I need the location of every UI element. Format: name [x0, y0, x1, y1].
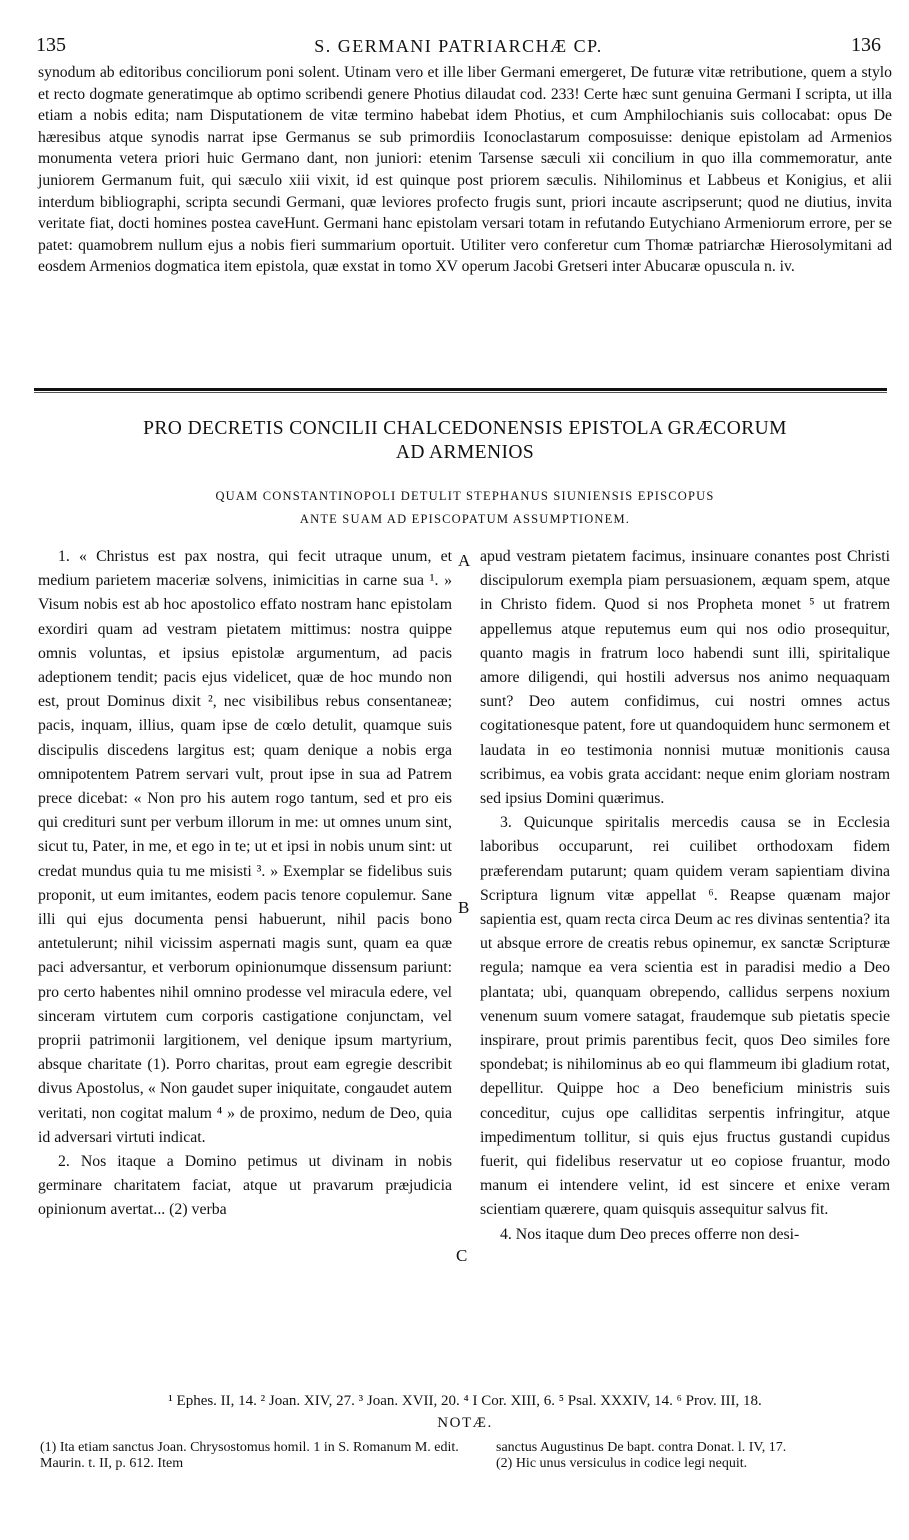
epistle-title-line-2: AD ARMENIOS: [395, 442, 535, 463]
note-right: [496, 1440, 886, 1472]
margin-letter-b: B: [458, 898, 470, 917]
epistle-subtitle-line-1: QUAM CONSTANTINOPOLI DETULIT STEPHANUS SIUNIENSIS EPISCOPUS: [215, 489, 715, 503]
note-2: (2) Hic unus versiculus in codice legi nequit.: [496, 1456, 748, 1471]
page-number-right: 136: [851, 34, 881, 56]
epistle-subtitle: [40, 485, 890, 531]
notes-heading: NOTÆ.: [437, 1415, 493, 1431]
section-rule-thin: [34, 392, 887, 393]
right-column: [480, 545, 890, 1247]
paragraph-2: 2. Nos itaque a Domino petimus ut divinam in nobis germinare charitatem faciat, atque ut pravarum præjudicia opinionum avertat... (2) verba: [38, 1153, 452, 1219]
page-number-left: 135: [36, 34, 66, 56]
note-left: [40, 1440, 460, 1472]
left-column: [38, 545, 452, 1223]
margin-letter-a: A: [458, 551, 471, 570]
paragraph-4: 4. Nos itaque dum Deo preces offerre non desi-: [500, 1225, 800, 1243]
note-1-continued: sanctus Augustinus De bapt. contra Donat. l. IV, 17.: [496, 1440, 787, 1455]
note-1: (1) Ita etiam sanctus Joan. Chrysostomus homil. 1 in S. Romanum M. edit. Maurin. t. II, p. 612. Item: [40, 1440, 459, 1471]
intro-text: [38, 62, 892, 278]
paragraph-3: 3. Quicunque spiritalis mercedis causa se in Ecclesia laboribus occuparunt, rei cuilibet orthodoxam fidem præferendam putarunt; quam quidem veram sapientiam divina Scriptura lignum vitæ appellat ⁶. Reapse quænam major sapientia est, quam recta circa Deum ac res divinas sententia? ita ut absque errore de creatis rebus opinemur, ex sanctæ Scripturæ regula; namque ea vera scientia est in paradisi medio a Deo plantata; ubi, quanquam obrependo, callidus serpens noxium venenum suum vomere satagat, fraudemque sub pietatis specie inspirare, prout primis parentibus fecit, quos Deo similes fore spondebat; is nihilominus ab eo qui flammeum ibi gladium rotat, depellitur. Quippe hoc a Deo beneficium ministris suis conceditur, cujus ope calliditas serpentis infringitur, atque impedimentum tollitur, si quis ejus fructus gustandi cupidus fuerit, qui fidelibus reservatur ut eo copiose fruantur, modo manum ei intendere velint, id est sincere et enixe veram scientiam quærere, quam quisquis assequitur salvus fit.: [480, 814, 890, 1219]
running-head: [36, 34, 881, 60]
paragraph-1: 1. « Christus est pax nostra, qui fecit utraque unum, et medium parietem maceriæ solvens, inimicitias in carne sua ¹. » Visum nobis est ab hoc apostolico effato nostram hanc epistolam exordiri quam ad vestram pietatem mittimus: nostra quippe omnis voluntas, et ipsius epistolæ argumentum, ad pacis adeptionem tendit; pacis ejus videlicet, quæ de hoc mundo non est, prout Dominus dixit ², nec visibilibus rebus consentaneæ; pacis, inquam, illius, quam ipse de cœlo detulit, quamque suis discipulis discedens largitus est; quam denique a nobis erga omnipotentem Patrem servari vult, prout ipse in sua ad Patrem prece dicebat: « Non pro his autem rogo tantum, sed et pro eis qui credituri sunt per verbum illorum in me: ut omnes unum sint, sicut tu, Pater, in me, et ego in te; ut et ipsi in nobis unum sint: ut credat mundus quia tu me misisti ³. » Exemplar se fidelibus suis proponit, ut eum imitantes, eodem pacis tenore copulemur. Sane illi qui ejus documenta pensi habuerunt, nihil pacis bono antetulerunt; nihil vicissim aspernati magis sunt, quam ea quæ paci adversantur, et verborum opinionumque dissensum pariunt: pro certo habentes nihil omnino prodesse vel miracula edere, vel sinceram virtutem cum corporis castigatione conjunctam, vel proprii patrimonii largitionem, vel denique ipsum martyrium, absque charitate (1). Porro charitas, prout eam egregie describit divus Apostolus, « Non gaudet super iniquitate, congaudet autem veritati, non cogitat malum ⁴ » de proximo, nedum de Deo, quia id adversari virtuti indicat.: [38, 548, 452, 1146]
section-rule: [34, 388, 887, 391]
epistle-subtitle-line-2: ANTE SUAM AD EPISCOPATUM ASSUMPTIONEM.: [299, 512, 631, 526]
scripture-references: ¹ Ephes. II, 14. ² Joan. XIV, 27. ³ Joan. XVII, 20. ⁴ I Cor. XIII, 6. ⁵ Psal. XXXIV, 14. ⁶ Prov. III, 18.: [168, 1393, 762, 1409]
margin-letter-c: C: [456, 1246, 468, 1265]
paragraph-1-continued: apud vestram pietatem facimus, insinuare conantes post Christi discipulorum exempla piam persuasionem, æquam spem, atque in Christo fidem. Quod si nos Propheta monet ⁵ ut fratrem appellemus atque reputemus eum qui nos odio prosequitur, quanto magis in fratrum loco habendi sunt illi, spiritalique amore diligendi, qui hostili adversus nos animo nequaquam sunt? Deo autem confidimus, cui nostri omnes actus cogitationesque patent, fore ut quandoquidem hunc sermonem et laudata in eo testimonia nonnisi mutuæ monitionis causa scribimus, ea vobis grata accidant: neque enim gloriam nostram sed ipsius Domini quærimus.: [480, 548, 890, 808]
epistle-title: [40, 417, 890, 465]
epistle-title-line-1: PRO DECRETIS CONCILII CHALCEDONENSIS EPISTOLA GRÆCORUM: [143, 418, 787, 439]
intro-paragraph: synodum ab editoribus conciliorum poni solent. Utinam vero et ille liber Germani emergeret, De futuræ vitæ retributione, quem a stylo et recto dogmate generatimque ab optimo scribendi genere Photius dilaudat cod. 233! Certe hæc sunt genuina Germani I scripta, ut illa etiam a nobis edita; nam Disputationem de vitæ termino habebat idem Photius, et cum Amphilochianis suis collocabat: opus De hæresibus atque synodis narrat ipse Germanus se sub primordiis Iconoclastarum composuisse: denique epistolam ad Armenios monumenta vetera priori huic Germano dant, non juniori: etenim Tarsense sæculi xii concilium in quo illa commemoratur, ante juniorem Germanum fuit, qui sæculo xiii vixit, id est quinque post priorem sæculis. Nihilominus et Labbeus et Konigius, et alii interdum bibliographi, scripta secundi Germani, quæ leviores profecto frugis sunt, priori incaute ascripserunt; quod ne diutius, invita veritate fiat, docti homines postea caveHunt. Germani hanc epistolam versari totam in refutando Eutychiano Armeniorum errore, per se patet: quamobrem nullum ejus a nobis fieri summarium oportuit. Utiliter vero conferetur cum Thomæ patriarchæ Hierosolymitani ad eosdem Armenios dogmatica item epistola, quæ exstat in tomo XV operum Jacobi Gretseri inter Abucaræ opuscula n. iv.: [38, 64, 892, 276]
running-title: S. GERMANI PATRIARCHÆ CP.: [314, 36, 603, 56]
